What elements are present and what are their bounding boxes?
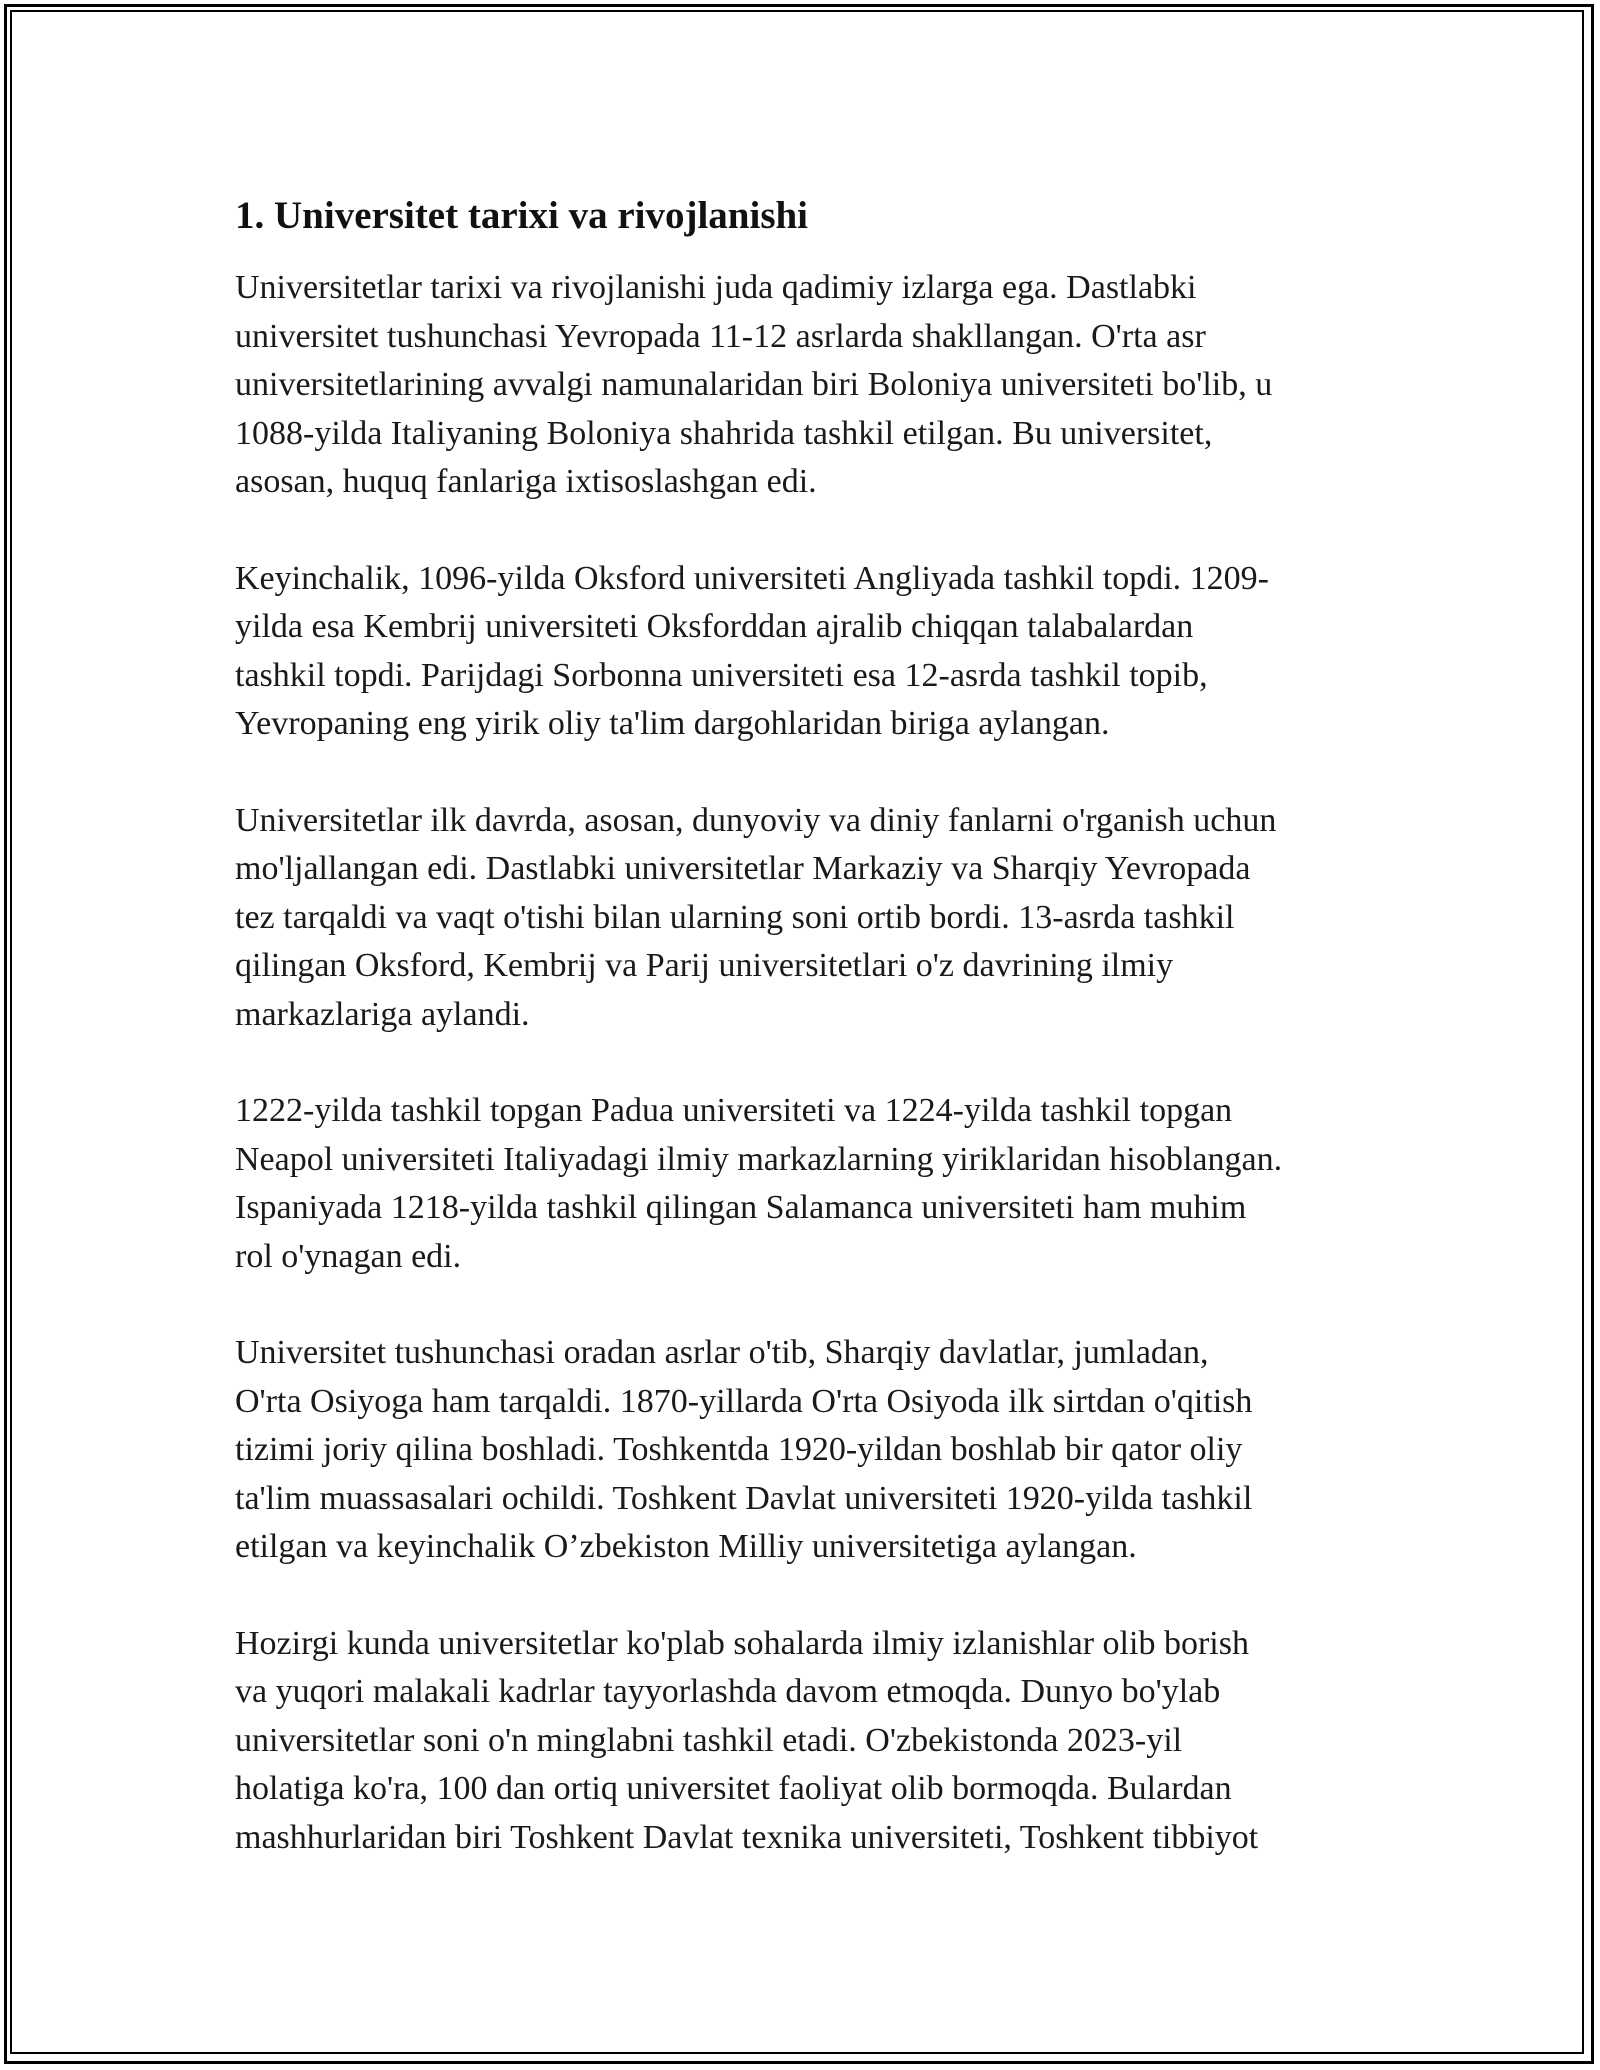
text-line: asosan, huquq fanlariga ixtisoslashgan edi. <box>235 463 817 500</box>
text-line: universitetlarining avvalgi namunalaridan biri Boloniya universiteti bo'lib, u <box>235 366 1273 403</box>
text-line: holatiga ko'ra, 100 dan ortiq universitet faoliyat olib bormoqda. Bulardan <box>235 1770 1232 1807</box>
text-line: 1222-yilda tashkil topgan Padua universiteti va 1224-yilda tashkil topgan <box>235 1092 1233 1129</box>
text-line: etilgan va keyinchalik O’zbekiston Milliy universitetiga aylangan. <box>235 1528 1137 1565</box>
text-line: tashkil topdi. Parijdagi Sorbonna universiteti esa 12-asrda tashkil topib, <box>235 656 1208 694</box>
text-line: yilda esa Kembrij universiteti Oksforddan ajralib chiqqan talabalardan <box>235 608 1194 645</box>
text-line: universitetlar soni o'n minglabni tashkil etadi. O'zbekistonda 2023-yil <box>235 1721 1183 1759</box>
text-line: Universitetlar ilk davrda, asosan, dunyoviy va diniy fanlarni o'rganish uchun <box>235 801 1277 839</box>
text-line: tizimi joriy qilina boshladi. Toshkentda 1920-yildan boshlab bir qator oliy <box>235 1431 1243 1468</box>
text-line: Keyinchalik, 1096-yilda Oksford universiteti Angliyada tashkil topdi. 1209- <box>235 559 1269 597</box>
paragraph <box>235 1329 1375 1572</box>
text-line: mashhurlaridan biri Toshkent Davlat texnika universiteti, Toshkent tibbiyot <box>235 1818 1259 1856</box>
text-line: Neapol universiteti Italiyadagi ilmiy markazlarning yiriklaridan hisoblangan. <box>235 1140 1283 1178</box>
text-line: Yevropaning eng yirik oliy ta'lim dargohlaridan biriga aylangan. <box>235 705 1110 742</box>
text-line: va yuqori malakali kadrlar tayyorlashda davom etmoqda. Dunyo bo'ylab <box>235 1673 1221 1710</box>
text-line: 1088-yilda Italiyaning Boloniya shahrida tashkil etilgan. Bu universitet, <box>235 414 1213 452</box>
text-line: universitet tushunchasi Yevropada 11-12 asrlarda shakllangan. O'rta asr <box>235 317 1206 355</box>
paragraph <box>235 555 1375 749</box>
text-line: qilingan Oksford, Kembrij va Parij universitetlari o'z davrining ilmiy <box>235 947 1174 984</box>
text-line: tez tarqaldi va vaqt o'tishi bilan ularning soni ortib bordi. 13-asrda tashkil <box>235 898 1235 936</box>
text-line: ta'lim muassasalari ochildi. Toshkent Davlat universiteti 1920-yilda tashkil <box>235 1479 1253 1517</box>
document-page <box>235 190 1375 1910</box>
paragraph <box>235 264 1375 507</box>
paragraph <box>235 797 1375 1040</box>
text-line: markazlariga aylandi. <box>235 995 530 1033</box>
text-line: Hozirgi kunda universitetlar ko'plab sohalarda ilmiy izlanishlar olib borish <box>235 1624 1249 1662</box>
text-line: Ispaniyada 1218-yilda tashkil qilingan Salamanca universiteti ham muhim <box>235 1189 1247 1226</box>
text-line: Universitetlar tarixi va rivojlanishi juda qadimiy izlarga ega. Dastlabki <box>235 269 1197 306</box>
text-line: O'rta Osiyoga ham tarqaldi. 1870-yillarda O'rta Osiyoda ilk sirtdan o'qitish <box>235 1382 1253 1420</box>
paragraph <box>235 1620 1375 1863</box>
paragraph <box>235 1087 1375 1281</box>
text-line: mo'ljallangan edi. Dastlabki universitetlar Markaziy va Sharqiy Yevropada <box>235 850 1251 887</box>
text-line: rol o'ynagan edi. <box>235 1237 462 1275</box>
section-heading: 1. Universitet tarixi va rivojlanishi <box>235 194 809 237</box>
text-line: Universitet tushunchasi oradan asrlar o'tib, Sharqiy davlatlar, jumladan, <box>235 1334 1209 1371</box>
